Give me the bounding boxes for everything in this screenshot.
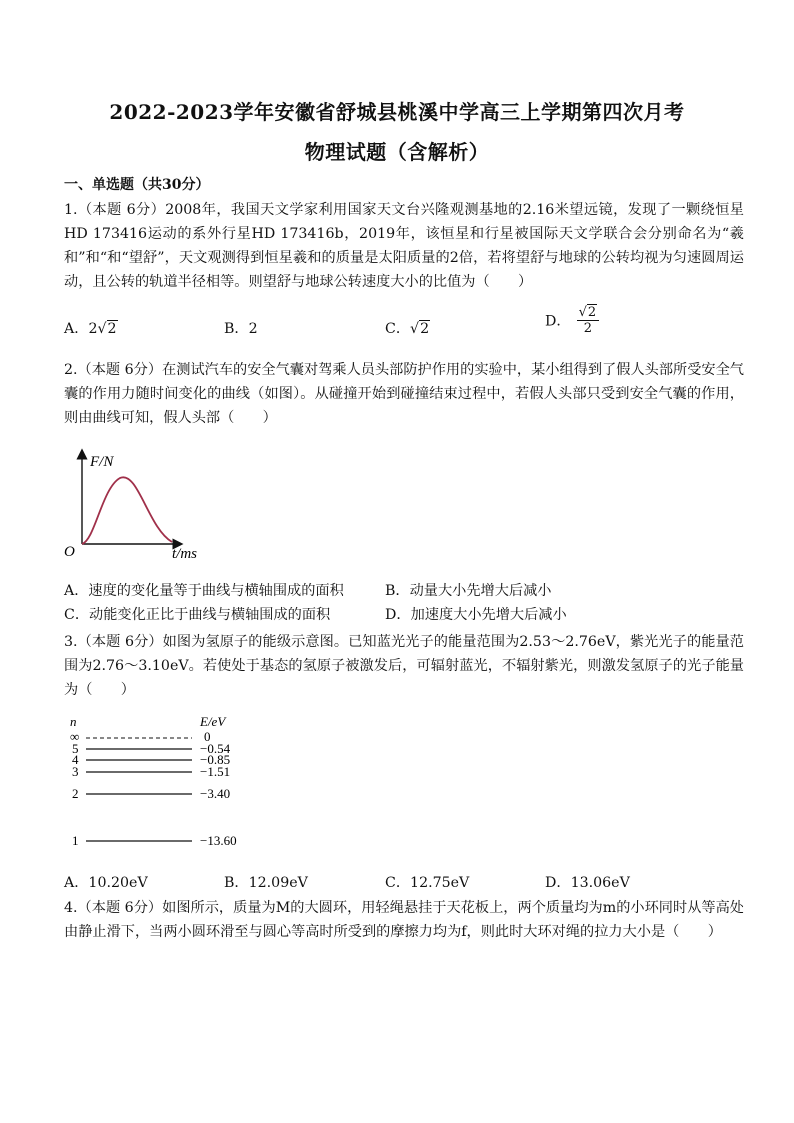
level-energy-label: 0 — [204, 729, 211, 744]
document-subtitle: 物理试题（含解析） — [304, 140, 490, 164]
x-axis-label: t/ms — [172, 546, 198, 562]
q1-option-a-coef: 2 — [88, 321, 98, 337]
level-energy-label: −3.40 — [200, 786, 231, 801]
q2-option-c: C．动能变化正比于曲线与横轴围成的面积 — [64, 607, 331, 623]
q3-option-b: B．12.09eV — [224, 875, 308, 891]
q1-option-c — [385, 318, 430, 338]
level-energy-label: −0.85 — [200, 752, 231, 767]
question-1-stem: 1.（本题 6分）2008年，我国天文学家利用国家天文台兴隆观测基地的2.16米望远镜，发现了一颗绕恒星HD 173416运动的系外行星HD 173416b，2019年，该恒星和行星被国际天文学联合会分别命名为“羲和”和“和“望舒”，天文观测得到恒星羲和的质量是太阳质量的2倍，若将望舒与地球的公转均视为匀速圆周运动，且公转的轨道半径相等。则望舒与地球公转速度大小的比值为（ ） — [64, 202, 744, 290]
q1-option-b: B．2 — [224, 321, 258, 337]
level-energy-label: −1.51 — [200, 764, 231, 779]
hydrogen-energy-level-diagram — [64, 712, 264, 852]
q1-option-a — [64, 318, 118, 338]
q2-option-b: B．动量大小先增大后减小 — [385, 583, 552, 599]
energy-header: E/eV — [200, 714, 226, 729]
q3-option-a: A．10.20eV — [64, 875, 148, 891]
q3-option-d: D．13.06eV — [545, 875, 630, 891]
sqrt-sign: √2 — [97, 321, 117, 337]
force-time-graph — [60, 448, 220, 564]
force-curve — [82, 477, 172, 544]
n-header: n — [70, 714, 77, 729]
origin-label: O — [64, 544, 75, 560]
q3-option-c: C．12.75eV — [385, 875, 470, 891]
q1-option-d-label: D． — [545, 313, 571, 330]
q1-option-d-denominator: 2 — [583, 321, 592, 336]
q1-option-a-radicand: 2 — [107, 321, 117, 337]
q1-option-a-label: A． — [64, 321, 89, 337]
q1-option-c-radicand: 2 — [420, 321, 430, 337]
level-n-label: 3 — [72, 764, 79, 779]
y-axis-label: F/N — [90, 454, 114, 470]
q1-option-d-fraction — [577, 305, 600, 336]
q1-option-d-numerator: √2 — [577, 305, 600, 321]
level-n-label: 5 — [72, 741, 79, 756]
sqrt-sign: √2 — [410, 321, 430, 337]
level-energy-label: −0.54 — [200, 741, 231, 756]
level-n-label: 1 — [72, 833, 79, 848]
question-4-stem: 4.（本题 6分）如图所示，质量为M的大圆环，用轻绳悬挂于天花板上，两个质量均为m的小环同时从等高处由静止滑下，当两小圆环滑至与圆心等高时所受到的摩擦力均为f，则此时大环对绳的拉力大小是（ ） — [64, 900, 744, 940]
question-3-stem: 3.（本题 6分）如图为氢原子的能级示意图。已知蓝光光子的能量范围为2.53～2.76eV，紫光光子的能量范围为2.76～3.10eV。若使处于基态的氢原子被激发后，可辐射蓝光，不辐射紫光，则激发氢原子的光子能量为（ ） — [64, 634, 744, 698]
section-heading-single-choice: 一、单选题（共30分） — [64, 177, 210, 193]
document-title: 2022-2023学年安徽省舒城县桃溪中学高三上学期第四次月考 — [109, 100, 685, 124]
q2-option-d: D．加速度大小先增大后减小 — [385, 607, 567, 623]
question-2-stem: 2.（本题 6分）在测试汽车的安全气囊对驾乘人员头部防护作用的实验中，某小组得到了假人头部所受安全气囊的作用力随时间变化的曲线（如图）。从碰撞开始到碰撞结束过程中，若假人头部只受到安全气囊的作用，则由曲线可知，假人头部（ ） — [64, 362, 744, 426]
q1-option-d-radicand: 2 — [587, 305, 597, 320]
level-energy-label: −13.60 — [200, 833, 237, 848]
level-n-label: ∞ — [70, 729, 80, 744]
level-n-label: 2 — [72, 786, 79, 801]
level-n-label: 4 — [72, 752, 79, 767]
q1-option-d — [545, 305, 599, 336]
q2-option-a: A．速度的变化量等于曲线与横轴围成的面积 — [64, 583, 344, 599]
q1-option-c-label: C． — [385, 321, 411, 337]
